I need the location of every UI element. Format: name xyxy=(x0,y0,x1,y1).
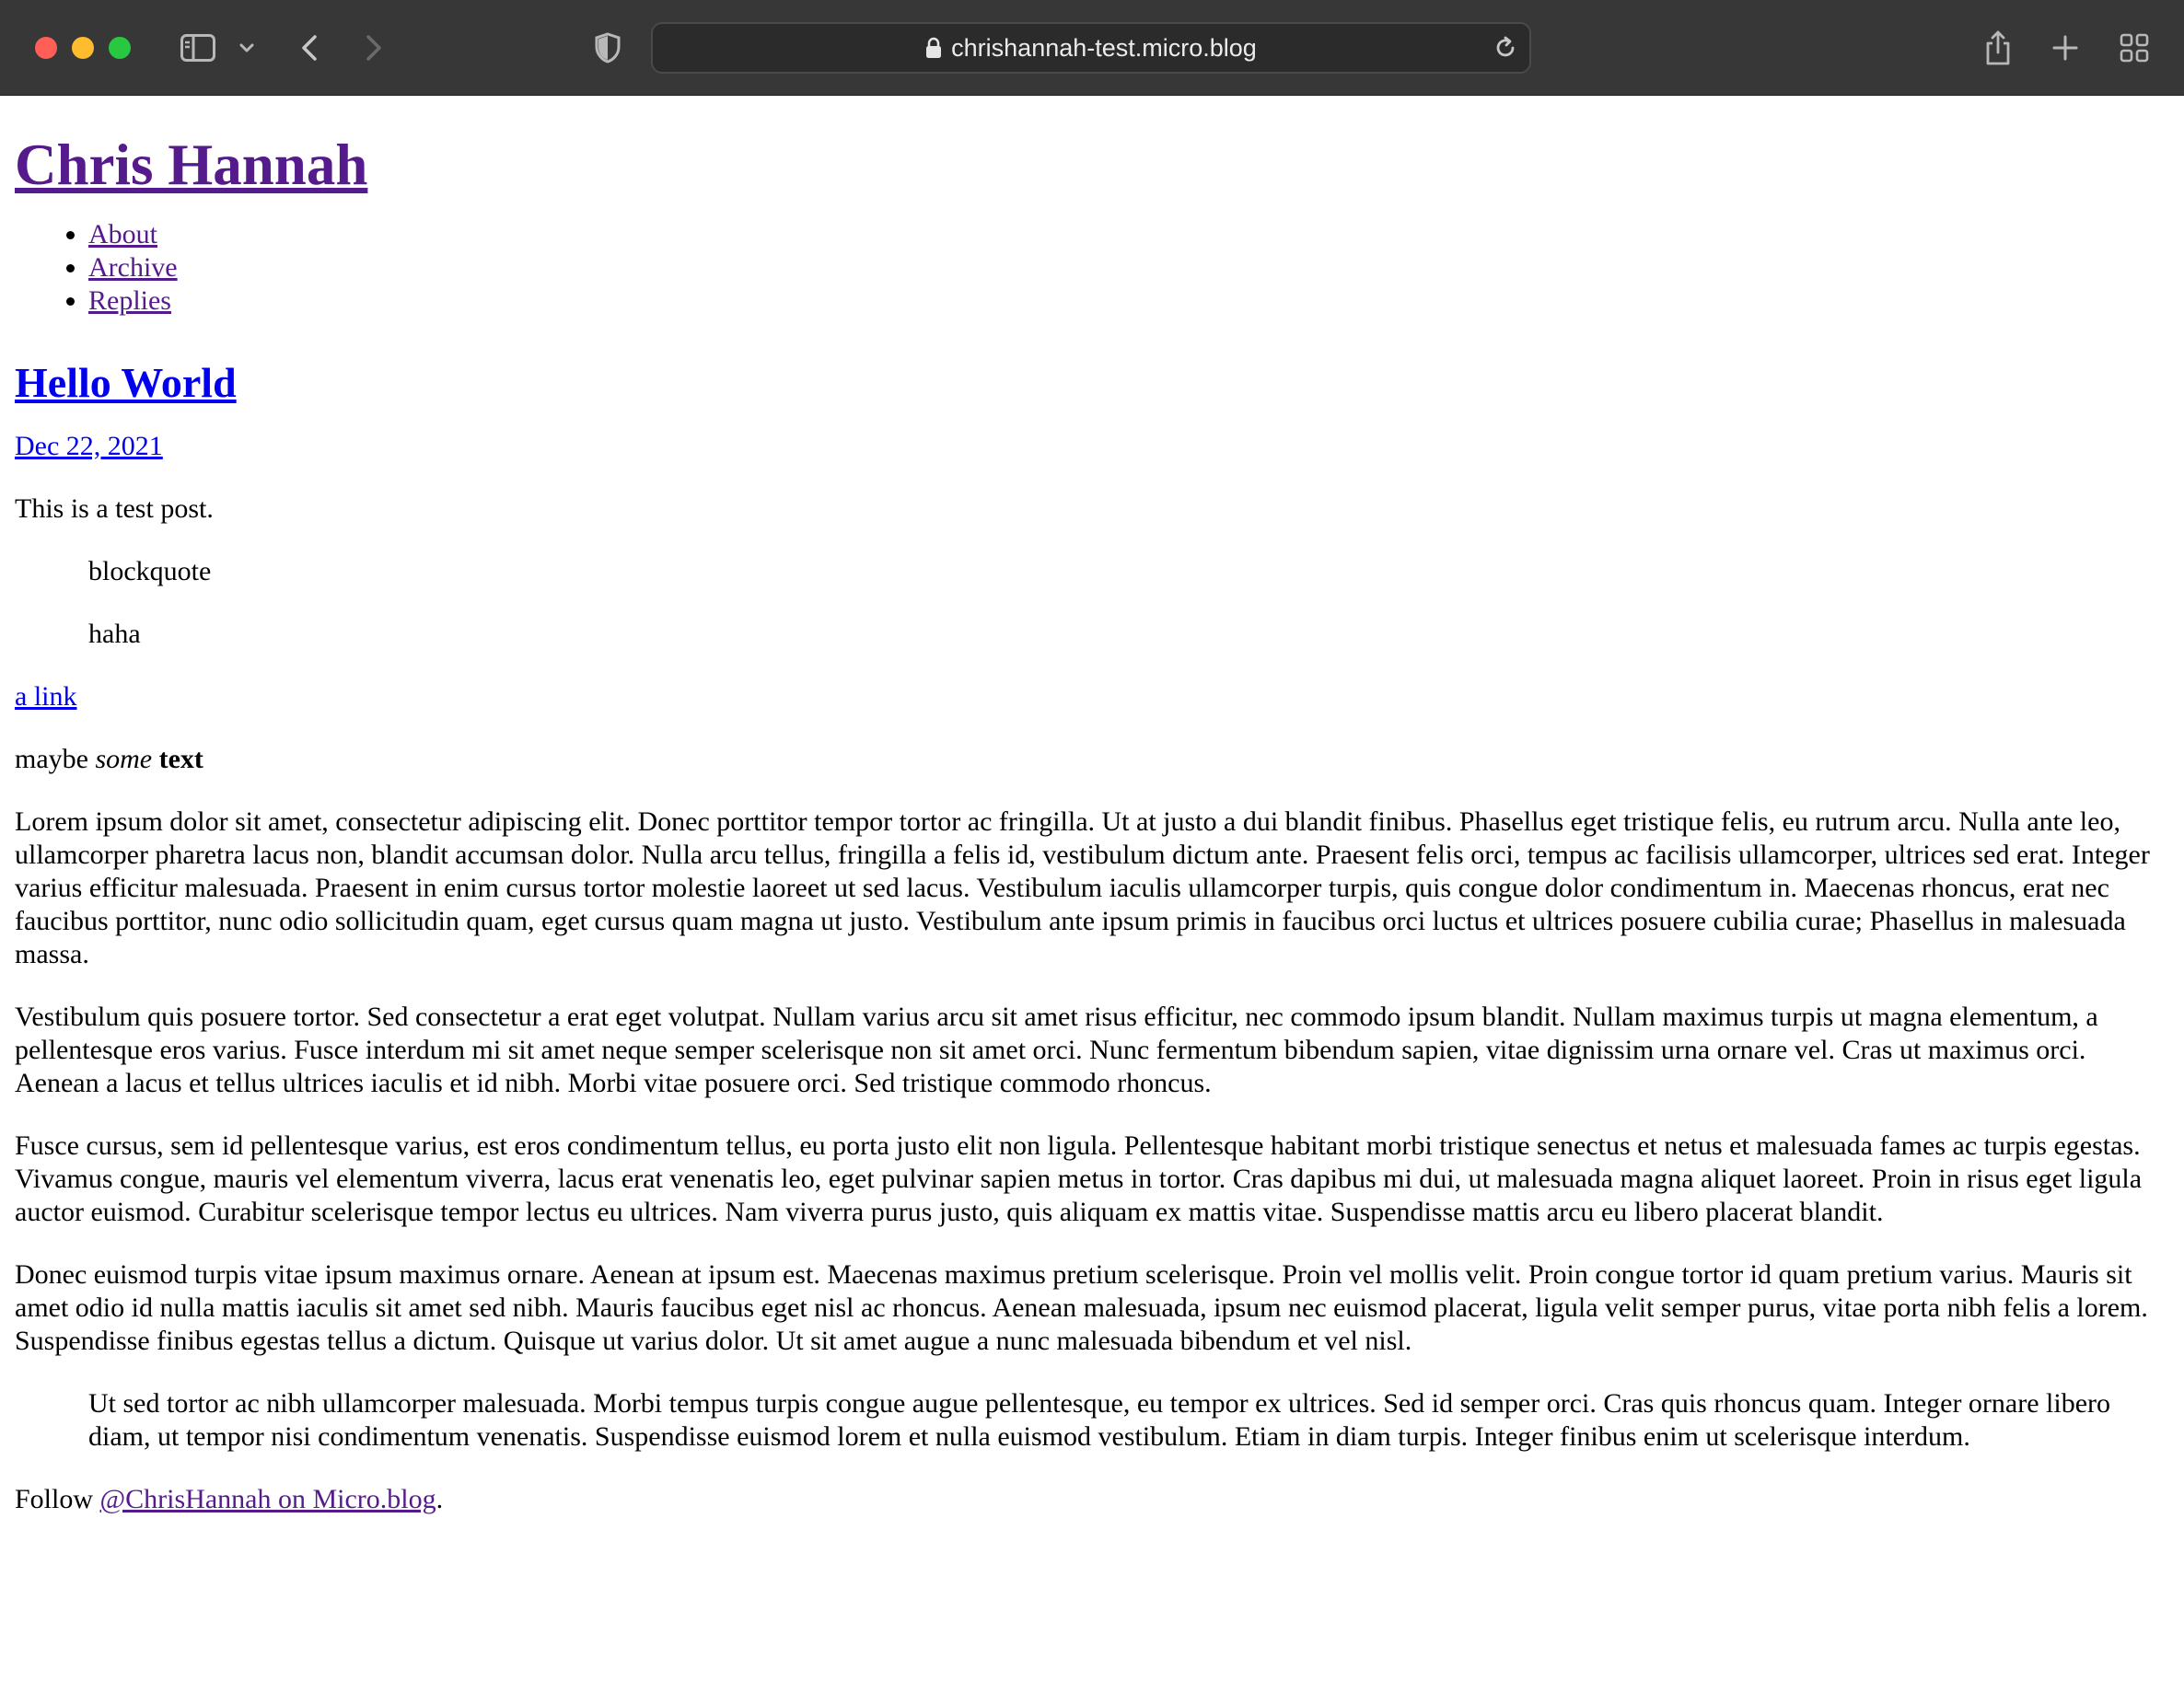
plain-text: maybe xyxy=(15,744,96,774)
zoom-window-button[interactable] xyxy=(109,37,131,59)
forward-icon xyxy=(365,34,383,62)
plus-icon xyxy=(2051,34,2079,62)
forward-button[interactable] xyxy=(361,26,387,70)
nav-item-replies xyxy=(88,284,2169,318)
nav-link-replies[interactable]: Replies xyxy=(88,285,171,316)
follow-prefix: Follow xyxy=(15,1484,100,1514)
nav-link-about[interactable]: About xyxy=(88,219,157,249)
italic-text: some xyxy=(95,744,153,774)
post-intro: This is a test post. xyxy=(15,493,214,524)
url-text: chrishannah-test.micro.blog xyxy=(951,33,1257,62)
browser-toolbar xyxy=(0,0,2184,96)
chevron-down-icon xyxy=(239,42,254,53)
reload-button[interactable] xyxy=(1493,35,1518,65)
site-nav xyxy=(15,218,2169,318)
sidebar-menu-button[interactable] xyxy=(238,26,256,70)
blockquote xyxy=(88,555,2169,651)
post-title-link[interactable]: Hello World xyxy=(15,359,237,406)
sidebar-button[interactable] xyxy=(179,26,217,70)
quote-line: haha xyxy=(88,619,141,649)
quote-line: blockquote xyxy=(88,556,212,586)
closing-blockquote xyxy=(88,1387,2169,1454)
minimize-window-button[interactable] xyxy=(72,37,94,59)
body-paragraph: Vestibulum quis posuere tortor. Sed consectetur a erat eget volutpat. Nullam varius arcu sit amet risus efficitur, nec commodo ipsum blandit. Nullam maximus turpis ut magna elementum, a pellentesque eros varius. Fusce interdum mi sit amet neque semper scelerisque non sit amet orci. Nunc fermentum bibendum sapien, vitae dignissim urna ornare vel. Cras ut maximus orci. Aenean a lacus et tellus ultrices iaculis et id nibh. Morbi vitae posuere orci. Sed tristique commodo rhoncus. xyxy=(15,1002,2098,1098)
body-paragraph: Donec euismod turpis vitae ipsum maximus ornare. Aenean at ipsum est. Maecenas maximus pretium scelerisque. Proin vel mollis velit. Proin congue tortor id quam pretium varius. Mauris sit amet odio id nulla mattis iaculis sit amet sed nibh. Mauris faucibus eget nisl ac rhoncus. Aenean malesuada, ipsum nec euismod placerat, ligula velit semper purus, vitae porta nibh felis a lorem. Suspendisse finibus egestas tellus a dictum. Quisque ut varius dolor. Ut sit amet augue a nunc malesuada bibendum et vel nisl. xyxy=(15,1259,2148,1356)
back-button[interactable] xyxy=(296,26,322,70)
new-tab-button[interactable] xyxy=(2050,26,2081,70)
shield-icon xyxy=(594,32,622,64)
tabs-grid-icon xyxy=(2120,33,2149,63)
closing-quote-text: Ut sed tortor ac nibh ullamcorper malesuada. Morbi tempus turpis congue augue pellentesque, eu tempor ex ultrices. Sed id semper orci. Cras quis rhoncus quam. Integer ornare libero diam, ut tempor nisi condimentum venenatis. Suspendisse euismod lorem et nulla euismod vestibulum. Etiam in diam turpis. Integer finibus enim ut scelerisque interdum. xyxy=(88,1388,2111,1452)
link-paragraph xyxy=(15,680,2169,713)
inline-link[interactable]: a link xyxy=(15,681,77,712)
site-title-link[interactable]: Chris Hannah xyxy=(15,133,368,197)
nav-item-archive xyxy=(88,251,2169,284)
close-window-button[interactable] xyxy=(35,37,57,59)
window-controls xyxy=(35,37,131,59)
post-date xyxy=(15,430,2169,463)
follow-footer xyxy=(15,1483,2169,1516)
reload-icon xyxy=(1493,35,1518,61)
share-icon xyxy=(1983,29,2013,66)
site-title xyxy=(15,130,2169,200)
post-date-link[interactable]: Dec 22, 2021 xyxy=(15,431,163,461)
follow-suffix: . xyxy=(436,1484,444,1514)
lock-icon xyxy=(925,37,942,59)
address-bar[interactable] xyxy=(651,22,1531,74)
share-button[interactable] xyxy=(1981,26,2015,70)
sidebar-icon xyxy=(180,34,215,62)
follow-link[interactable]: @ChrisHannah on Micro.blog xyxy=(99,1484,436,1514)
tab-overview-button[interactable] xyxy=(2118,26,2151,70)
web-page xyxy=(0,130,2184,1516)
nav-item-about xyxy=(88,218,2169,251)
privacy-report-button[interactable] xyxy=(593,26,622,70)
formatted-text-paragraph xyxy=(15,743,2169,776)
body-paragraph: Lorem ipsum dolor sit amet, consectetur adipiscing elit. Donec porttitor tempor tortor ac fringilla. Ut at justo a dui blandit finibus. Phasellus eget tristique felis, eu rutrum arcu. Nulla ante leo, ullamcorper pharetra lacus non, blandit accumsan dolor. Nulla arcu tellus, fringilla a felis id, vestibulum dictum ante. Praesent felis orci, tempus ac facilisis ullamcorper, ultrices sed erat. Integer varius efficitur malesuada. Praesent in enim cursus tortor molestie laoreet ut sed lacus. Vestibulum iaculis ullamcorper turpis, quis congue dolor condimentum in. Maecenas rhoncus, erat nec faucibus porttitor, nunc odio sollicitudin quam, eget cursus quam magna ut justo. Vestibulum ante ipsum primis in faucibus orci luctus et ultrices posuere cubilia curae; Phasellus in malesuada massa. xyxy=(15,806,2150,969)
bold-text: text xyxy=(158,744,203,774)
post-title xyxy=(15,358,2169,408)
body-paragraph: Fusce cursus, sem id pellentesque varius, est eros condimentum tellus, eu porta justo elit non ligula. Pellentesque habitant morbi tristique senectus et netus et malesuada fames ac turpis egestas. Vivamus congue, mauris vel elementum viverra, lacus erat venenatis leo, eget pulvinar sapien metus in tortor. Cras dapibus mi dui, ut malesuada magna aliquet laoreet. Proin in risus eget ligula auctor euismod. Curabitur scelerisque tempor lectus eu ultrices. Nam viverra purus justo, quis aliquam ex mattis vitae. Suspendisse mattis arcu eu libero placerat blandit. xyxy=(15,1130,2143,1227)
back-icon xyxy=(300,34,319,62)
nav-link-archive[interactable]: Archive xyxy=(88,252,178,283)
